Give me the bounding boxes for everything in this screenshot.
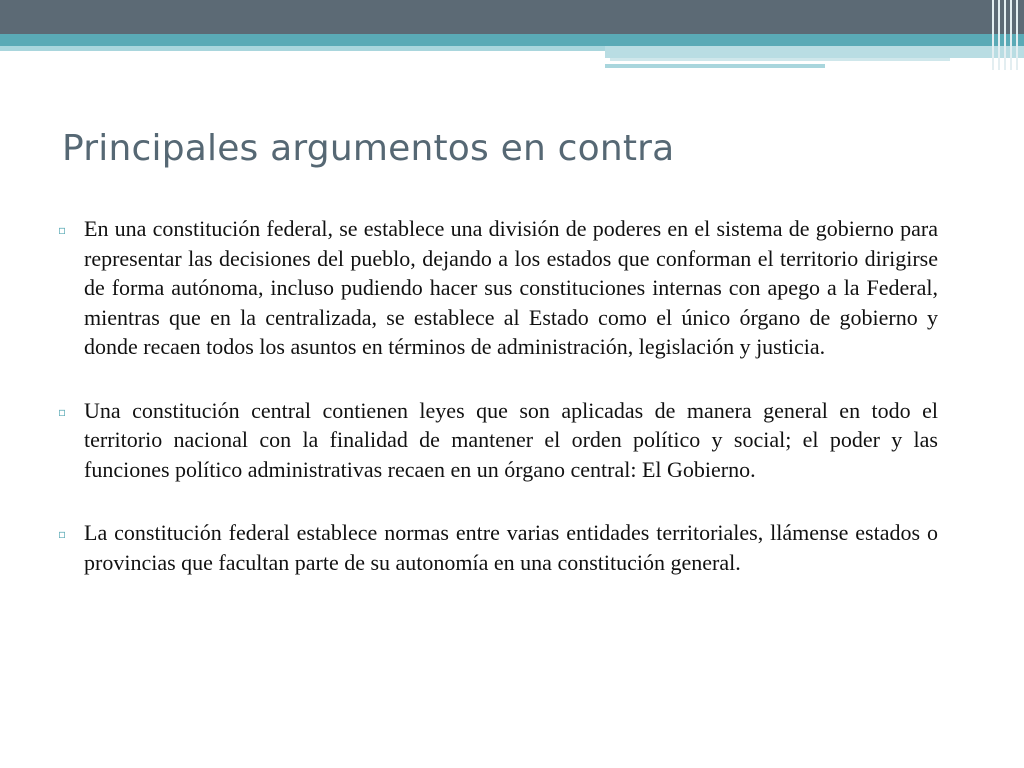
list-item-text: Una constitución central contienen leyes que son aplicadas de manera general en todo el territorio nacional con la finalidad de mantener el orden político y social; el poder y las funciones político administrativas recaen en un órgano central: El Gobierno. xyxy=(84,397,938,482)
bullet-list xyxy=(58,214,938,611)
list-item xyxy=(58,214,938,362)
header-bar-thin-upper xyxy=(610,58,950,61)
list-item xyxy=(58,396,938,485)
header-bar-dark xyxy=(0,0,1024,34)
header-vertical-stripes xyxy=(990,0,1024,70)
slide-title: Principales argumentos en contra xyxy=(62,128,675,169)
bullet-icon: ▫ xyxy=(58,527,67,541)
header-bar-light-right xyxy=(605,46,1024,58)
list-item-text: La constitución federal establece normas entre varias entidades territoriales, llámense estados o provincias que facultan parte de su autonomía en una constitución general. xyxy=(84,520,938,575)
bullet-icon: ▫ xyxy=(58,223,67,237)
list-item-text: En una constitución federal, se establece una división de poderes en el sistema de gobierno para representar las decisiones del pueblo, dejando a los estados que conforman el territorio dirigirse de forma autónoma, incluso pudiendo hacer sus constituciones internas con apego a la Federal, mientras que en la centralizada, se establece al Estado como el único órgano de gobierno y donde recaen todos los asuntos en términos de administración, legislación y justicia. xyxy=(84,216,938,359)
header-bar-thin-lower xyxy=(605,64,825,68)
header-bar-light-left xyxy=(0,46,605,51)
bullet-icon: ▫ xyxy=(58,404,67,419)
header-bar-teal xyxy=(0,34,1024,46)
list-item xyxy=(58,518,938,577)
